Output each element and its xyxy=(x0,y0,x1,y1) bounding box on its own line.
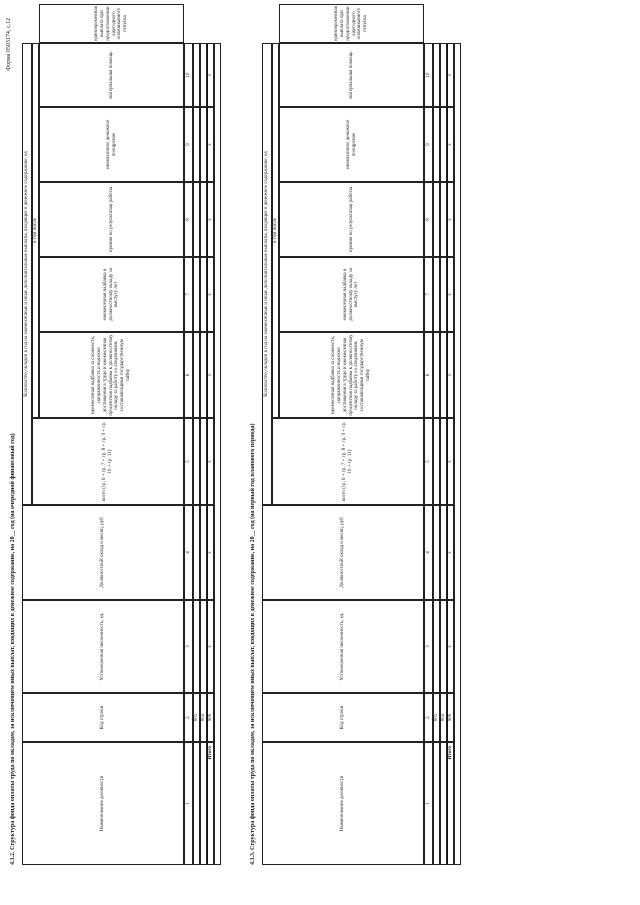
cell-value[interactable] xyxy=(200,43,207,107)
cell-value[interactable] xyxy=(193,332,200,418)
column-number: 8 xyxy=(424,182,433,257)
header-c7: ежемесячная надбавка к должностному окладу за выслугу лет xyxy=(39,257,184,332)
total-cell-x: x xyxy=(447,43,454,107)
cell-value[interactable] xyxy=(440,257,447,332)
header-allowances-group: Количество окладов в год на ежемесячные и иные дополнительные выплаты, входящие в денежное содержание, ед xyxy=(262,43,272,505)
total-cell-x: x xyxy=(447,257,454,332)
section-title: 4.3.3. Структура фонда оплаты труда по окладам, за исключением иных выплат, входящих в денежное содержание, на 20__ год (на первый год планового периода) xyxy=(250,423,256,865)
column-number: 10 xyxy=(184,43,193,107)
column-number: 3 xyxy=(424,600,433,693)
cell-value[interactable] xyxy=(433,600,440,693)
total-cell-x: x xyxy=(447,600,454,693)
cell-value[interactable] xyxy=(193,505,200,600)
cell-value[interactable] xyxy=(200,505,207,600)
total-row-label: Итого xyxy=(207,742,214,865)
column-number: 8 xyxy=(184,182,193,257)
header-monthly-salary: Должностной оклад в месяц, руб xyxy=(262,505,424,600)
column-number: 9 xyxy=(184,107,193,182)
total-row-label: Итого xyxy=(447,742,454,865)
cell-value[interactable] xyxy=(433,182,440,257)
cell-position-name[interactable] xyxy=(200,742,207,865)
cell-value[interactable] xyxy=(200,182,207,257)
header-row-code: Код строки xyxy=(262,693,424,742)
total-cell-x: x xyxy=(207,107,214,182)
header-allowances-group: Количество окладов в год на ежемесячные и иные дополнительные выплаты, входящие в денежное содержание, ед xyxy=(22,43,32,505)
total-cell-x: x xyxy=(447,418,454,505)
cell-value[interactable] xyxy=(200,257,207,332)
column-number: 1 xyxy=(184,742,193,865)
header-position-name: Наименование должности xyxy=(262,742,424,865)
cell-value[interactable] xyxy=(200,600,207,693)
header-c8: премия по результатам работы xyxy=(39,182,184,257)
cell-value[interactable] xyxy=(200,418,207,505)
cell-value[interactable] xyxy=(433,418,440,505)
salary-structure-table xyxy=(262,6,475,865)
cell-value[interactable] xyxy=(440,182,447,257)
cell-value[interactable] xyxy=(433,107,440,182)
header-staff-count: Установленная численность, ед. xyxy=(262,600,424,693)
column-number: 1 xyxy=(424,742,433,865)
form-label: Форма 0503174, с.12 xyxy=(6,18,12,71)
total-row-code: 900 xyxy=(207,693,214,742)
cell-value[interactable] xyxy=(433,505,440,600)
total-cell-x: x xyxy=(207,418,214,505)
column-number: 10 xyxy=(424,43,433,107)
header-monthly-salary: Должностной оклад в месяц, руб xyxy=(22,505,184,600)
total-cell-x: x xyxy=(207,600,214,693)
header-c7: ежемесячная надбавка к должностному окладу за выслугу лет xyxy=(279,257,424,332)
header-c11: единовременная выплата при предоставлении ежегодного оплачиваемого отпуска xyxy=(279,4,424,43)
header-staff-count: Установленная численность, ед. xyxy=(22,600,184,693)
total-cell-x: x xyxy=(447,505,454,600)
cell-value[interactable] xyxy=(193,600,200,693)
column-number: 2 xyxy=(184,693,193,742)
cell-value[interactable] xyxy=(440,107,447,182)
cell-value[interactable] xyxy=(440,418,447,505)
cell-value[interactable] xyxy=(193,257,200,332)
cell-value[interactable] xyxy=(433,257,440,332)
column-number: 2 xyxy=(424,693,433,742)
cell-value[interactable] xyxy=(440,43,447,107)
column-number: 4 xyxy=(424,505,433,600)
column-number: 5 xyxy=(424,418,433,505)
total-cell-x: x xyxy=(207,182,214,257)
header-c6: ежемесячная надбавка за сложность, напряженность и высокие достижения в труде и ежемесячная процентная надбавка к должностному окладу за работу со сведениями, составляющими государственную тайну xyxy=(279,332,424,418)
header-including: в том числе xyxy=(32,43,39,418)
total-row-code: 900 xyxy=(447,693,454,742)
cell-value[interactable] xyxy=(193,182,200,257)
total-cell-x: x xyxy=(207,332,214,418)
total-cell-x: x xyxy=(447,107,454,182)
cell-value[interactable] xyxy=(440,600,447,693)
cell-row-code: 002 xyxy=(440,693,447,742)
cell-value[interactable] xyxy=(433,43,440,107)
header-position-name: Наименование должности xyxy=(22,742,184,865)
cell-position-name[interactable] xyxy=(440,742,447,865)
cell-value[interactable] xyxy=(440,332,447,418)
cell-value[interactable] xyxy=(433,332,440,418)
header-c8: премия по результатам работы xyxy=(279,182,424,257)
header-c10: материальная помощь xyxy=(279,43,424,107)
header-c6: ежемесячная надбавка за сложность, напряженность и высокие достижения в труде и ежемесячная процентная надбавка к должностному окладу за работу со сведениями, составляющими государственную тайну xyxy=(39,332,184,418)
cell-value[interactable] xyxy=(193,107,200,182)
column-number: 7 xyxy=(424,257,433,332)
cell-value[interactable] xyxy=(440,505,447,600)
section-title: 4.3.2. Структура фонда оплаты труда по окладам, за исключением иных выплат, входящих в денежное содержание, на 20__ год (на очередной финансовый год) xyxy=(10,433,16,865)
cell-row-code: 002 xyxy=(200,693,207,742)
total-cell-x: x xyxy=(207,257,214,332)
header-c11: единовременная выплата при предоставлении ежегодного оплачиваемого отпуска xyxy=(39,4,184,43)
total-cell-x: x xyxy=(207,43,214,107)
cell-row-code: 001 xyxy=(433,693,440,742)
table-bottom-frame xyxy=(214,43,221,865)
header-c10: материальная помощь xyxy=(39,43,184,107)
cell-value[interactable] xyxy=(200,107,207,182)
cell-value[interactable] xyxy=(193,418,200,505)
column-number: 7 xyxy=(184,257,193,332)
column-number: 4 xyxy=(184,505,193,600)
header-c9: ежемесячное денежное поощрение xyxy=(279,107,424,182)
cell-position-name[interactable] xyxy=(193,742,200,865)
cell-value[interactable] xyxy=(200,332,207,418)
column-number: 5 xyxy=(184,418,193,505)
column-number: 3 xyxy=(184,600,193,693)
table-bottom-frame xyxy=(454,43,461,865)
header-row-code: Код строки xyxy=(22,693,184,742)
cell-row-code: 001 xyxy=(193,693,200,742)
cell-position-name[interactable] xyxy=(433,742,440,865)
column-number: 9 xyxy=(424,107,433,182)
header-total-formula: всего (гр. 6 + гр. 7 + гр. 8 + гр. 9 + гр. 10 + гр. 11) xyxy=(272,418,424,505)
header-total-formula: всего (гр. 6 + гр. 7 + гр. 8 + гр. 9 + гр. 10 + гр. 11) xyxy=(32,418,184,505)
header-including: в том числе xyxy=(272,43,279,418)
total-cell-x: x xyxy=(447,332,454,418)
salary-structure-table xyxy=(22,6,235,865)
column-number: 6 xyxy=(424,332,433,418)
total-cell-x: x xyxy=(447,182,454,257)
total-cell-x: x xyxy=(207,505,214,600)
header-c9: ежемесячное денежное поощрение xyxy=(39,107,184,182)
column-number: 6 xyxy=(184,332,193,418)
cell-value[interactable] xyxy=(193,43,200,107)
